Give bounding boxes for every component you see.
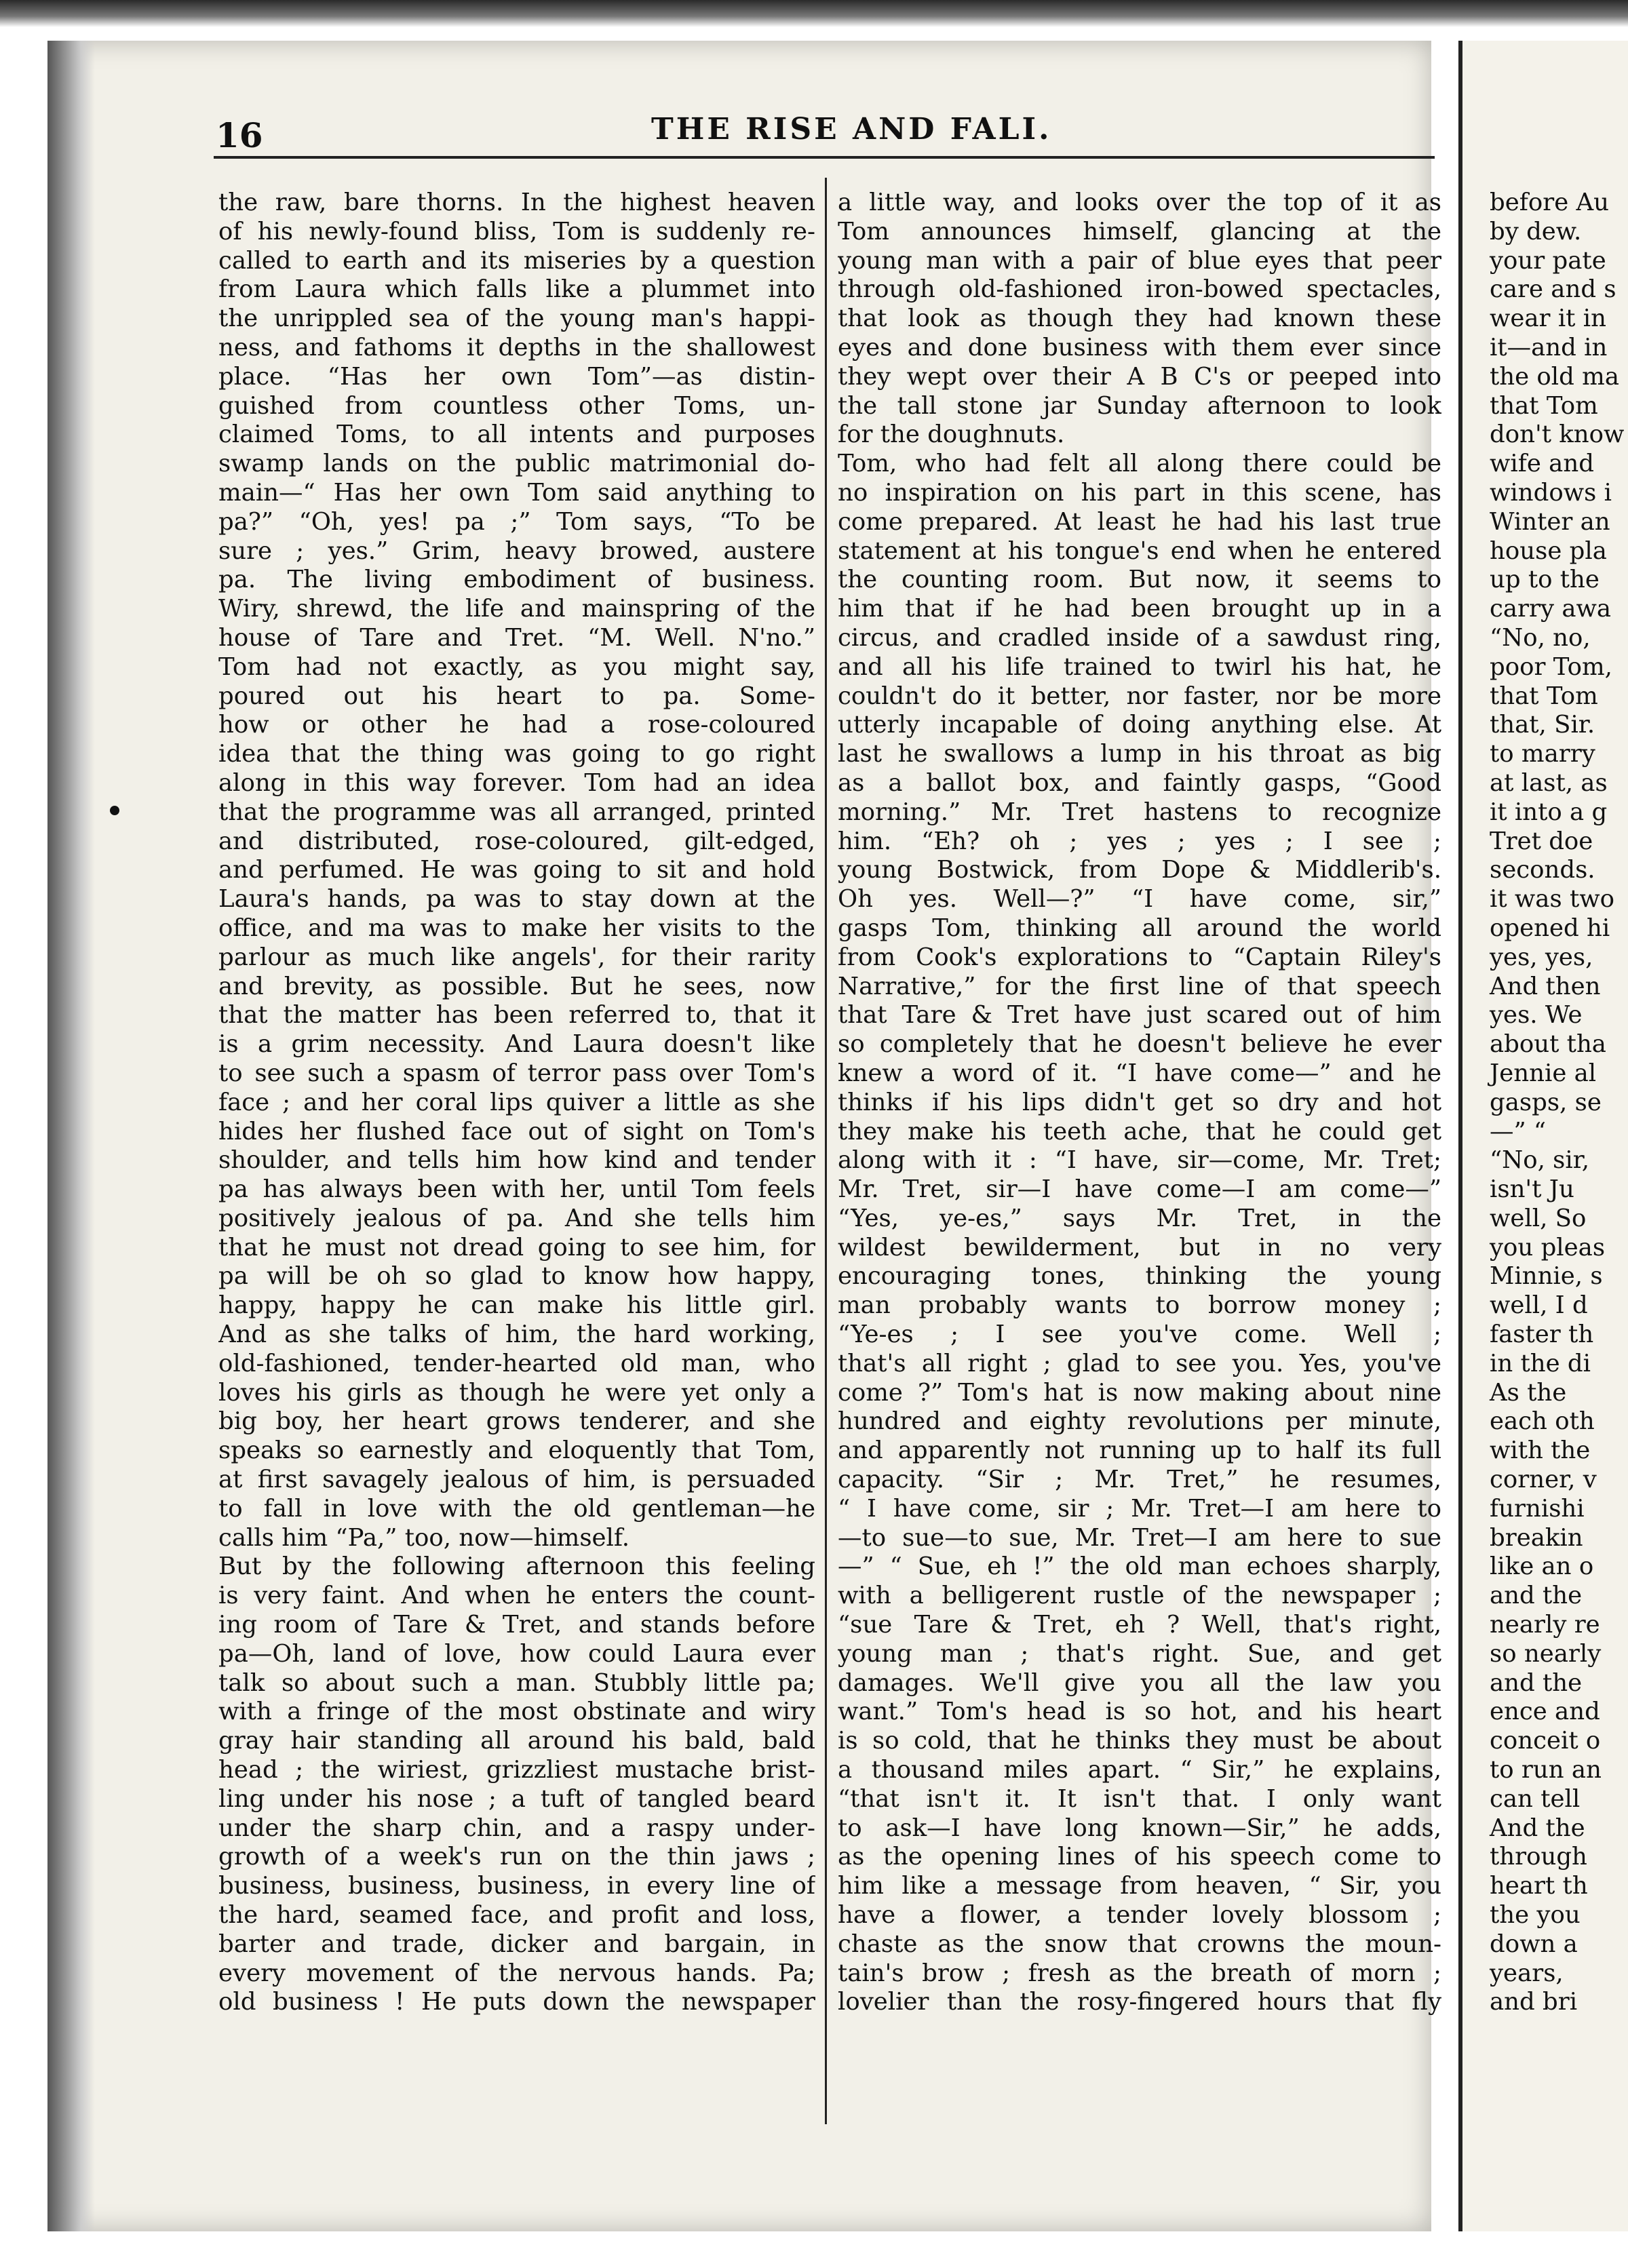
text-line: house pla [1490, 536, 1607, 565]
text-line: come prepared. At least he had his last true [838, 507, 1441, 536]
text-line: that the matter has been referred to, that it [218, 1001, 815, 1030]
text-line: poor Tom, [1490, 652, 1612, 681]
text-line: to ask—I have long known—Sir,” he adds, [838, 1814, 1441, 1842]
text-line: him. “Eh? oh ; yes ; yes ; I see ; [838, 827, 1441, 855]
text-line: carry awa [1490, 595, 1612, 623]
text-line: morning.” Mr. Tret hastens to recognize [838, 798, 1441, 826]
text-line: is a grim necessity. And Laura doesn't like [218, 1030, 815, 1059]
text-line: business, business, business, in every line of [218, 1872, 815, 1900]
text-line: and apparently not running up to half its full [838, 1436, 1441, 1465]
text-line: every movement of the nervous hands. Pa; [218, 1959, 815, 1987]
text-line: how or other he had a rose-coloured [218, 711, 815, 739]
text-line: circus, and cradled inside of a sawdust ring, [838, 623, 1441, 652]
text-line: isn't Ju [1490, 1175, 1574, 1204]
text-line: “ I have come, sir ; Mr. Tret—I am here to [838, 1494, 1441, 1523]
text-line: called to earth and its miseries by a question [218, 246, 815, 275]
text-line: “Yes, ye-es,” says Mr. Tret, in the [838, 1204, 1441, 1232]
text-line: each oth [1490, 1407, 1595, 1436]
text-line: guished from countless other Toms, un- [218, 391, 815, 420]
text-line: along with it : “I have, sir—come, Mr. Tret; [838, 1146, 1441, 1175]
text-line: main—“ Has her own Tom said anything to [218, 478, 815, 507]
text-line: lovelier than the rosy-fingered hours that fly [838, 1988, 1441, 2016]
text-line: place. “Has her own Tom”—as distin- [218, 362, 815, 391]
text-line: yes. We [1490, 1001, 1583, 1030]
text-line: “that isn't it. It isn't that. I only want [838, 1784, 1441, 1813]
text-line: ling under his nose ; a tuft of tangled beard [218, 1784, 815, 1813]
text-line: Tom had not exactly, as you might say, [218, 652, 815, 681]
text-line: down a [1490, 1930, 1578, 1958]
text-line: well, So [1490, 1204, 1587, 1232]
text-line: by dew. [1490, 217, 1582, 246]
text-line: And the [1490, 1814, 1585, 1842]
text-line: windows i [1490, 478, 1612, 507]
next-page-fragment [1458, 41, 1628, 2231]
text-line: the you [1490, 1901, 1581, 1930]
text-line: for the doughnuts. [838, 421, 1065, 449]
text-line: to run an [1490, 1756, 1602, 1784]
text-line: of his newly-found bliss, Tom is suddenly re- [218, 217, 815, 246]
text-line: statement at his tongue's end when he entered [838, 536, 1441, 565]
text-line: it was two [1490, 885, 1614, 914]
text-line: well, I d [1490, 1291, 1588, 1320]
text-line: and the [1490, 1582, 1583, 1610]
text-line: hundred and eighty revolutions per minute, [838, 1407, 1441, 1436]
text-line: have a flower, a tender lovely blossom ; [838, 1901, 1441, 1930]
text-line: up to the [1490, 566, 1600, 594]
text-line: Wiry, shrewd, the life and mainspring of the [218, 595, 815, 623]
text-line: young man ; that's right. Sue, and get [838, 1639, 1441, 1668]
text-line: the hard, seamed face, and profit and loss, [218, 1901, 815, 1930]
text-line: gasps, se [1490, 1088, 1602, 1116]
text-line: idea that the thing was going to go right [218, 740, 815, 768]
text-line: house of Tare and Tret. “M. Well. N'no.” [218, 623, 815, 652]
text-line: pa will be oh so glad to know how happy, [218, 1262, 815, 1291]
text-line: And then [1490, 972, 1601, 1000]
text-line: nearly re [1490, 1611, 1600, 1639]
text-line: knew a word of it. “I have come—” and he [838, 1059, 1441, 1087]
text-line: Oh yes. Well—?” “I have come, sir,” [838, 885, 1441, 914]
text-line: that's all right ; glad to see you. Yes, you've [838, 1349, 1441, 1377]
text-line: is so cold, that he thinks they must be about [838, 1727, 1441, 1755]
text-line: “sue Tare & Tret, eh ? Well, that's right, [838, 1611, 1441, 1639]
text-line: But by the following afternoon this feeling [218, 1552, 815, 1581]
text-line: Mr. Tret, sir—I have come—I am come—” [838, 1175, 1441, 1204]
next-page-text [1462, 189, 1628, 2017]
text-line: damages. We'll give you all the law you [838, 1668, 1441, 1697]
text-line: “Ye-es ; I see you've come. Well ; [838, 1321, 1441, 1349]
text-line: utterly incapable of doing anything else. At [838, 711, 1441, 739]
text-line: capacity. “Sir ; Mr. Tret,” he resumes, [838, 1466, 1441, 1494]
text-line: that the programme was all arranged, printed [218, 798, 815, 826]
text-line: Tret doe [1490, 827, 1593, 855]
text-line: and brevity, as possible. But he sees, now [218, 972, 815, 1000]
text-line: years, [1490, 1959, 1564, 1987]
running-head: THE RISE AND FALI. [651, 112, 1052, 146]
text-line: old business ! He puts down the newspaper [218, 1988, 815, 2016]
text-line: barter and trade, dicker and bargain, in [218, 1930, 815, 1958]
text-line: and all his life trained to twirl his hat, he [838, 652, 1441, 681]
text-line: and bri [1490, 1988, 1578, 2016]
text-line: before Au [1490, 189, 1610, 216]
text-line: growth of a week's run on the thin jaws ; [218, 1843, 815, 1871]
text-line: your pate [1490, 246, 1606, 275]
text-line: opened hi [1490, 914, 1610, 942]
text-line: swamp lands on the public matrimonial do- [218, 450, 815, 478]
text-line: to fall in love with the old gentleman—he [218, 1494, 815, 1523]
text-line: —” “ Sue, eh !” the old man echoes sharply, [838, 1552, 1441, 1581]
text-line: speaks so earnestly and eloquently that Tom, [218, 1436, 815, 1465]
text-line: the old ma [1490, 362, 1619, 391]
text-line: along in this way forever. Tom had an idea [218, 768, 815, 797]
text-line: “No, sir, [1490, 1146, 1590, 1175]
text-line: thinks if his lips didn't get so dry and hot [838, 1088, 1441, 1116]
text-line: the raw, bare thorns. In the highest heaven [218, 189, 815, 216]
text-line: ness, and fathoms it depths in the shallowest [218, 333, 815, 361]
text-line: talk so about such a man. Stubbly little pa; [218, 1668, 815, 1697]
text-line: big boy, her heart grows tenderer, and she [218, 1407, 815, 1436]
text-line: from Laura which falls like a plummet into [218, 275, 815, 304]
text-line: ing room of Tare & Tret, and stands before [218, 1611, 815, 1639]
left-text-column [218, 189, 815, 2017]
text-line: from Cook's explorations to “Captain Riley's [838, 943, 1441, 971]
text-line: eyes and done business with them ever since [838, 333, 1441, 361]
text-line: ence and [1490, 1698, 1600, 1726]
text-line: breakin [1490, 1523, 1583, 1552]
text-line: sure ; yes.” Grim, heavy browed, austere [218, 536, 815, 565]
text-line: a little way, and looks over the top of it as [838, 189, 1441, 216]
text-line: As the [1490, 1378, 1567, 1407]
text-line: tain's brow ; fresh as the breath of morn ; [838, 1959, 1441, 1987]
text-line: that he must not dread going to see him, for [218, 1233, 815, 1262]
text-line: as a ballot box, and faintly gasps, “Good [838, 768, 1441, 797]
text-line: that, Sir. [1490, 711, 1595, 739]
text-line: come ?” Tom's hat is now making about nine [838, 1378, 1441, 1407]
text-line: pa—Oh, land of love, how could Laura ever [218, 1639, 815, 1668]
text-line: Laura's hands, pa was to stay down at the [218, 885, 815, 914]
text-line: at last, as [1490, 768, 1608, 797]
text-line: yes, yes, [1490, 943, 1593, 971]
text-line: pa has always been with her, until Tom feels [218, 1175, 815, 1204]
text-line: couldn't do it better, nor faster, nor be more [838, 682, 1441, 710]
text-line: as the opening lines of his speech come to [838, 1843, 1441, 1871]
scan-edge [0, 0, 1628, 27]
text-line: “No, no, [1490, 623, 1591, 652]
text-line: it into a g [1490, 798, 1608, 826]
text-line: the tall stone jar Sunday afternoon to look [838, 391, 1441, 420]
text-line: to marry [1490, 740, 1595, 768]
text-line: and the [1490, 1668, 1583, 1697]
text-line: man probably wants to borrow money ; [838, 1291, 1441, 1320]
text-line: you pleas [1490, 1233, 1606, 1262]
text-line: And as she talks of him, the hard working, [218, 1321, 815, 1349]
text-line: gray hair standing all around his bald, bald [218, 1727, 815, 1755]
text-line: old-fashioned, tender-hearted old man, who [218, 1349, 815, 1377]
text-line: with a fringe of the most obstinate and wiry [218, 1698, 815, 1726]
text-line: young man with a pair of blue eyes that peer [838, 246, 1441, 275]
text-line: positively jealous of pa. And she tells him [218, 1204, 815, 1232]
text-line: —to sue—to sue, Mr. Tret—I am here to sue [838, 1523, 1441, 1552]
text-line: parlour as much like angels', for their rarity [218, 943, 815, 971]
margin-mark [110, 806, 119, 815]
text-line: shoulder, and tells him how kind and tender [218, 1146, 815, 1175]
text-line: that Tom [1490, 682, 1598, 710]
text-line: at first savagely jealous of him, is persuaded [218, 1466, 815, 1494]
text-line: Tom announces himself, glancing at the [838, 217, 1441, 246]
text-line: don't know [1490, 421, 1625, 449]
text-line: in the di [1490, 1349, 1591, 1377]
page-number: 16 [216, 115, 263, 155]
text-line: pa. The living embodiment of business. [218, 566, 815, 594]
text-line: that Tom [1490, 391, 1598, 420]
text-line: him like a message from heaven, “ Sir, you [838, 1872, 1441, 1900]
text-line: gasps Tom, thinking all around the world [838, 914, 1441, 942]
text-line: Minnie, s [1490, 1262, 1603, 1291]
text-line: head ; the wiriest, grizzliest mustache brist- [218, 1756, 815, 1784]
text-line: so completely that he doesn't believe he ever [838, 1030, 1441, 1059]
text-line: and perfumed. He was going to sit and hold [218, 856, 815, 884]
text-line: calls him “Pa,” too, now—himself. [218, 1523, 630, 1552]
text-line: heart th [1490, 1872, 1588, 1900]
text-line: they wept over their A B C's or peeped into [838, 362, 1441, 391]
text-line: wife and [1490, 450, 1594, 478]
text-line: a thousand miles apart. “ Sir,” he explains, [838, 1756, 1441, 1784]
text-line: young Bostwick, from Dope & Middlerib's. [838, 856, 1441, 884]
text-line: with the [1490, 1436, 1591, 1465]
text-line: office, and ma was to make her visits to the [218, 914, 815, 942]
text-line: they make his teeth ache, that he could get [838, 1117, 1441, 1146]
text-line: Jennie al [1490, 1059, 1597, 1087]
text-line: loves his girls as though he were yet only a [218, 1378, 815, 1407]
text-line: chaste as the snow that crowns the moun- [838, 1930, 1441, 1958]
text-line: conceit o [1490, 1727, 1601, 1755]
text-line: like an o [1490, 1552, 1594, 1581]
text-line: so nearly [1490, 1639, 1602, 1668]
text-line: Narrative,” for the first line of that speech [838, 972, 1441, 1000]
text-line: Tom, who had felt all along there could be [838, 450, 1441, 478]
text-line: pa?” “Oh, yes! pa ;” Tom says, “To be [218, 507, 815, 536]
text-line: through old-fashioned iron-bowed spectacles, [838, 275, 1441, 304]
text-line: can tell [1490, 1784, 1581, 1813]
text-line: him that if he had been brought up in a [838, 595, 1441, 623]
text-line: the unrippled sea of the young man's happi- [218, 305, 815, 333]
text-line: no inspiration on his part in this scene, has [838, 478, 1441, 507]
text-line: to see such a spasm of terror pass over Tom's [218, 1059, 815, 1087]
column-divider [825, 178, 827, 2124]
text-line: wildest bewilderment, but in no very [838, 1233, 1441, 1262]
text-line: face ; and her coral lips quiver a little as she [218, 1088, 815, 1116]
page-gutter-shadow [47, 41, 95, 2231]
text-line: that look as though they had known these [838, 305, 1441, 333]
text-line: through [1490, 1843, 1587, 1871]
text-line: seconds. [1490, 856, 1595, 884]
text-line: the counting room. But now, it seems to [838, 566, 1441, 594]
text-line: wear it in [1490, 305, 1606, 333]
text-line: and distributed, rose-coloured, gilt-edged, [218, 827, 815, 855]
text-line: faster th [1490, 1321, 1594, 1349]
header-rule [214, 156, 1435, 159]
text-line: last he swallows a lump in his throat as big [838, 740, 1441, 768]
text-line: hides her flushed face out of sight on Tom's [218, 1117, 815, 1146]
text-line: happy, happy he can make his little girl. [218, 1291, 815, 1320]
text-line: under the sharp chin, and a raspy under- [218, 1814, 815, 1842]
text-line: poured out his heart to pa. Some- [218, 682, 815, 710]
right-text-column [838, 189, 1441, 2017]
text-line: with a belligerent rustle of the newspaper ; [838, 1582, 1441, 1610]
text-line: —” “ [1490, 1117, 1547, 1146]
text-line: is very faint. And when he enters the count- [218, 1582, 815, 1610]
text-line: want.” Tom's head is so hot, and his heart [838, 1698, 1441, 1726]
text-line: care and s [1490, 275, 1616, 304]
text-line: claimed Toms, to all intents and purposes [218, 421, 815, 449]
text-line: about tha [1490, 1030, 1606, 1059]
text-line: furnishi [1490, 1494, 1585, 1523]
text-line: encouraging tones, thinking the young [838, 1262, 1441, 1291]
text-line: Winter an [1490, 507, 1610, 536]
text-line: that Tare & Tret have just scared out of him [838, 1001, 1441, 1030]
text-line: corner, v [1490, 1466, 1597, 1494]
text-line: it—and in [1490, 333, 1608, 361]
